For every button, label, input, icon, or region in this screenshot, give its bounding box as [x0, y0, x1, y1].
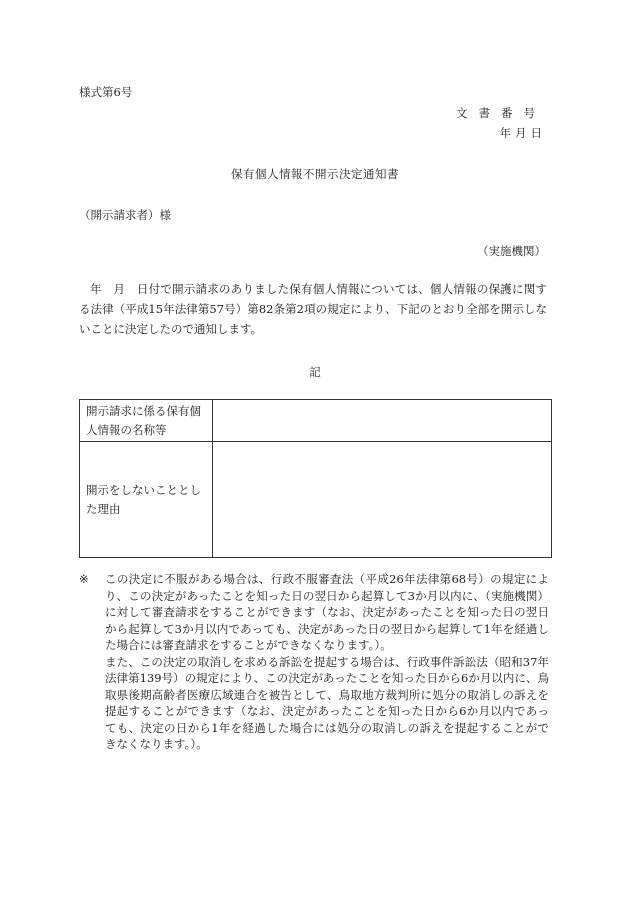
note-paragraph-lawsuit: また、この決定の取消しを求める訴訟を提起する場合は、行政事件訴訟法（昭和37年法律第139号）の規定により、この決定があったことを知った日から6か月以内に、鳥取県後期高齢者医療広域連合を被告として、鳥取地方裁判所に処分の取消しの訴えを提起することができます（なお、決定があったことを知った日から6か月以内であっても、決定の日から1年を経過した場合には処分の取消しの訴えを提起することができなくなります。）。	[105, 654, 549, 751]
addressee: （開示請求者）様	[79, 208, 171, 222]
row-label-info-name: 開示請求に係る保有個人情報の名称等	[80, 400, 213, 442]
notification-body: 年 月 日付で開示請求のありました保有個人情報については、個人情報の保護に関する法律（平成15年法律第57号）第82条第2項の規定により、下記のとおり全部を開示しないことに決定したので通知します。	[79, 282, 547, 336]
document-number-label: 文書番号	[456, 106, 546, 120]
row-value-info-name	[213, 400, 552, 442]
form-number: 様式第6号	[79, 85, 133, 99]
document-title: 保有個人情報不開示決定通知書	[231, 167, 399, 181]
note-paragraph-review: この決定に不服がある場合は、行政不服審査法（平成26年法律第68号）の規定により、この決定があったことを知った日の翌日から起算して3か月以内に、（実施機関）に対して審査請求をすることができます（なお、決定があったことを知った日の翌日から起算して3か月以内であっても、決定があった日の翌日から起算して1年を経過した場合には審査請求をすることができなくなります。）。	[105, 572, 549, 652]
table-row	[80, 400, 552, 442]
note-mark: ※	[79, 572, 89, 586]
row-value-reason	[213, 442, 552, 558]
decision-table	[79, 399, 552, 558]
date-label: 年月日	[499, 126, 546, 140]
issuing-agency: （実施機関）	[477, 244, 546, 258]
ki-heading: 記	[309, 365, 321, 379]
appeal-note	[79, 571, 549, 753]
table-row	[80, 442, 552, 558]
row-label-reason: 開示をしないこととした理由	[80, 442, 213, 558]
note-body	[105, 571, 549, 753]
